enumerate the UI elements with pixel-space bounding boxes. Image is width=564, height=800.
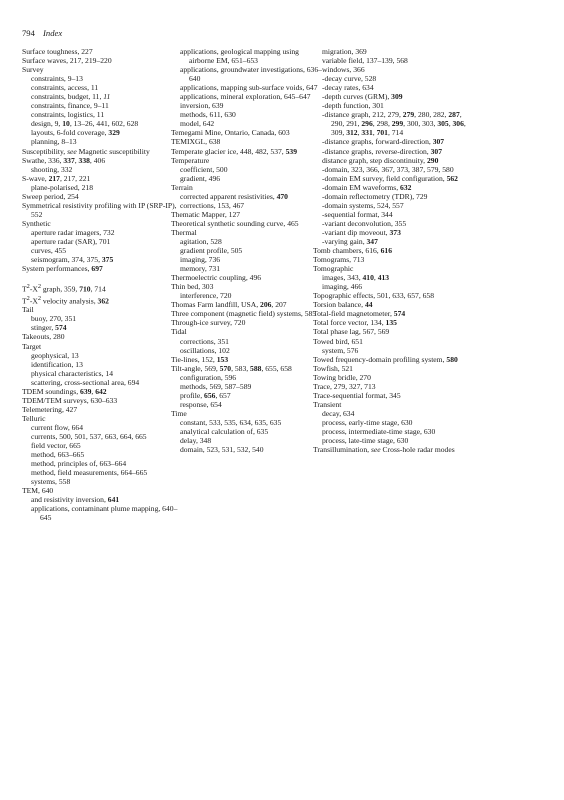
index-subentry: method, 663–665 [31,450,85,460]
index-subentry: coefficient, 500 [180,164,228,174]
index-entry: Target [22,341,42,351]
index-entry: Telluric [22,413,46,423]
running-header [22,28,62,38]
index-entry: $T^2-X^2$ graph, 359, 710, 714 [22,283,106,294]
index-entry: Symmetrical resistivity profiling with IP (SRP-IP), 552 [22,200,177,219]
index-subentry: field vector, 665 [31,441,81,451]
index-entry: Towfish, 521 [313,363,353,373]
index-entry: TEMIXGL, 638 [171,137,221,147]
index-entry: $T^2-X^2$ velocity analysis, 362 [22,294,109,306]
index-entry: Theoretical synthetic sounding curve, 465 [171,218,299,228]
index-subentry: memory, 731 [180,264,221,274]
index-subentry: -domain systems, 524, 557 [322,200,404,210]
index-subentry: -domain EM survey, field configuration, 562 [322,173,458,183]
index-entry: TDEM soundings, 639, 642 [22,386,107,396]
index-subentry: interference, 720 [180,291,232,301]
index-subentry: current flow, 664 [31,422,84,432]
index-subentry: process, early-time stage, 630 [322,417,413,427]
index-subentry: windows, 366 [322,65,365,75]
index-subentry: applications, mapping sub-surface voids, 647 [180,83,318,93]
index-column-2 [171,47,322,455]
index-entry: Torsion balance, 44 [313,300,373,310]
index-entry: Thermal [171,227,197,237]
index-subentry: constraints, budget, 11, 11 [31,92,111,102]
index-entry: Swathe, 336, 337, 338, 406 [22,155,106,165]
index-subentry: constraints, finance, 9–11 [31,101,109,111]
index-subentry: seismogram, 374, 375, 375 [31,255,114,265]
index-subentry: corrections, 351 [180,336,229,346]
index-subentry: migration, 369 [322,47,367,56]
index-subentry: configuration, 596 [180,372,237,382]
index-subentry: model, 642 [180,119,215,129]
index-subentry: constraints, 9–13 [31,74,83,84]
index-subentry: -sequential format, 344 [322,209,393,219]
index-column-3 [313,47,466,455]
index-entry: Survey [22,65,44,75]
index-entry: Towing bridle, 270 [313,372,371,382]
index-subentry: geophysical, 13 [31,350,79,360]
index-subentry: scattering, cross-sectional area, 694 [31,377,140,387]
index-entry: Tie-lines, 152, 153 [171,354,229,364]
index-subentry: process, intermediate-time stage, 630 [322,426,436,436]
index-subentry: design, 9, 10, 13–26, 441, 602, 628 [31,119,139,129]
index-entry: Time [171,408,187,418]
index-entry: Tomographic [313,264,354,274]
index-subentry: process, late-time stage, 630 [322,436,409,446]
index-entry: Tidal [171,327,187,337]
index-column-1 [22,47,178,523]
index-entry: Sweep period, 254 [22,191,79,201]
index-subentry: methods, 611, 630 [180,110,236,120]
index-subentry: applications, groundwater investigations, 636–640 [180,65,322,84]
index-subentry: corrections, 153, 467 [180,200,245,210]
index-subentry: currents, 500, 501, 537, 663, 664, 665 [31,431,147,441]
index-subentry: constant, 533, 535, 634, 635, 635 [180,417,282,427]
index-subentry: -domain, 323, 366, 367, 373, 387, 579, 580 [322,164,454,174]
index-entry: Trace, 279, 327, 713 [313,381,376,391]
index-subentry: aperture radar imagers, 732 [31,227,115,237]
index-subentry: constraints, logistics, 11 [31,110,105,120]
index-subentry: -distance graphs, reverse-direction, 307 [322,146,442,156]
index-subentry: layouts, 6-fold coverage, 329 [31,128,120,138]
index-entry: TDEM/TEM surveys, 630–633 [22,395,118,405]
page-number: 794 [22,28,35,38]
index-subentry: -decay rates, 634 [322,83,374,93]
index-entry: Telemetering, 427 [22,404,78,414]
index-subentry: analytical calculation of, 635 [180,426,269,436]
index-subentry: constraints, access, 11 [31,83,99,93]
index-subentry: and resistivity inversion, 641 [31,495,120,505]
index-subentry: applications, contaminant plume mapping, 640–645 [31,504,178,523]
index-subentry: -domain reflectometry (TDR), 729 [322,191,428,201]
index-entry: Towed frequency-domain profiling system, 580 [313,354,458,364]
index-subentry: response, 654 [180,399,222,409]
index-subentry: gradient, 496 [180,173,221,183]
index-entry: Transient [313,399,342,409]
index-entry: Thomas Farm landfill, USA, 206, 207 [171,300,287,310]
index-subentry: -distance graphs, forward-direction, 307 [322,137,445,147]
index-subentry: images, 343, 410, 413 [322,273,390,283]
index-subentry: agitation, 528 [180,236,222,246]
index-entry: Tail [22,305,34,315]
index-subentry: -decay curve, 528 [322,74,377,84]
index-subentry: identification, 13 [31,359,83,369]
index-entry: Temperate glacier ice, 448, 482, 537, 539 [171,146,297,156]
index-entry: Topographic effects, 501, 633, 657, 658 [313,291,435,301]
index-subentry: variable field, 137–139, 568 [322,56,408,66]
index-entry: Terrain [171,182,193,192]
index-entry: Tomb chambers, 616, 616 [313,246,392,256]
index-subentry: method, principles of, 663–664 [31,459,127,469]
index-subentry: method, field measurements, 664–665 [31,468,148,478]
index-subentry: -varying gain, 347 [322,236,378,246]
index-subentry: shooting, 332 [31,164,73,174]
index-subentry: decay, 634 [322,408,355,418]
index-subentry: imaging, 736 [180,255,221,265]
index-entry: Transillumination, see Cross-hole radar modes [313,445,455,455]
index-entry: Thermoelectric coupling, 496 [171,273,262,283]
index-subentry: -distance graph, 212, 279, 279, 280, 282, 287, 290, 291, 296, 298, 299, 300, 303, 305, 306, 309, 312, 331, 701, 714 [322,110,466,138]
index-entry: Thin bed, 303 [171,282,214,292]
index-subentry: systems, 558 [31,477,71,487]
index-subentry: stinger, 574 [31,323,67,333]
index-entry: Surface toughness, 227 [22,47,93,56]
index-entry: Towed bird, 651 [313,336,363,346]
index-entry: Total-field magnetometer, 574 [313,309,406,319]
index-entry: TEM, 640 [22,486,54,496]
index-entry: System performances, 697 [22,264,103,274]
index-entry: Trace-sequential format, 345 [313,390,401,400]
index-subentry: aperture radar (SAR), 701 [31,236,111,246]
index-entry: Total phase lag, 567, 569 [313,327,390,337]
index-subentry: -depth curves (GRM), 309 [322,92,403,102]
index-entry: Tilt-angle, 569, 570, 583, 588, 655, 658 [171,363,292,373]
index-subentry: imaging, 466 [322,282,363,292]
index-entry: Takeouts, 280 [22,332,65,342]
running-title: Index [43,28,63,38]
index-entry: Total force vector, 134, 135 [313,318,397,328]
index-subentry: -depth function, 301 [322,101,384,111]
index-entry: Synthetic [22,218,51,228]
index-entry: Surface waves, 217, 219–220 [22,56,112,66]
index-subentry: distance graph, step discontinuity, 290 [322,155,439,165]
index-subentry: gradient profile, 505 [180,246,243,256]
index-subentry: system, 576 [322,345,359,355]
index-entry: Three component (magnetic field) systems, 585 [171,309,317,319]
index-subentry: buoy, 270, 351 [31,314,77,324]
index-subentry: planning, 8–13 [31,137,77,147]
index-subentry: plane-polarised, 218 [31,182,93,192]
index-subentry: physical characteristics, 14 [31,368,114,378]
index-subentry: oscillations, 102 [180,345,230,355]
index-entry: S-wave, 217, 217, 221 [22,173,91,183]
index-subentry: corrected apparent resistivities, 470 [180,191,288,201]
index-entry: Tomograms, 713 [313,255,365,265]
index-entry: Thematic Mapper, 127 [171,209,241,219]
index-subentry: -domain EM waveforms, 632 [322,182,412,192]
index-subentry: -variant deconvolution, 355 [322,218,407,228]
index-entry: Temegami Mine, Ontario, Canada, 603 [171,128,290,138]
index-subentry: methods, 569, 587–589 [180,381,252,391]
index-entry: Through-ice survey, 720 [171,318,246,328]
index-entry: Temperature [171,155,210,165]
index-subentry: delay, 348 [180,436,212,446]
index-subentry: applications, geological mapping using airborne EM, 651–653 [180,47,299,66]
index-subentry: profile, 656, 657 [180,390,231,400]
index-subentry: curves, 455 [31,246,67,256]
index-subentry: inversion, 639 [180,101,224,111]
index-subentry: -variant dip moveout, 373 [322,227,401,237]
index-subentry: applications, mineral exploration, 645–647 [180,92,311,102]
index-subentry: domain, 523, 531, 532, 540 [180,445,264,455]
index-entry: Susceptibility, see Magnetic susceptibility [22,146,150,156]
